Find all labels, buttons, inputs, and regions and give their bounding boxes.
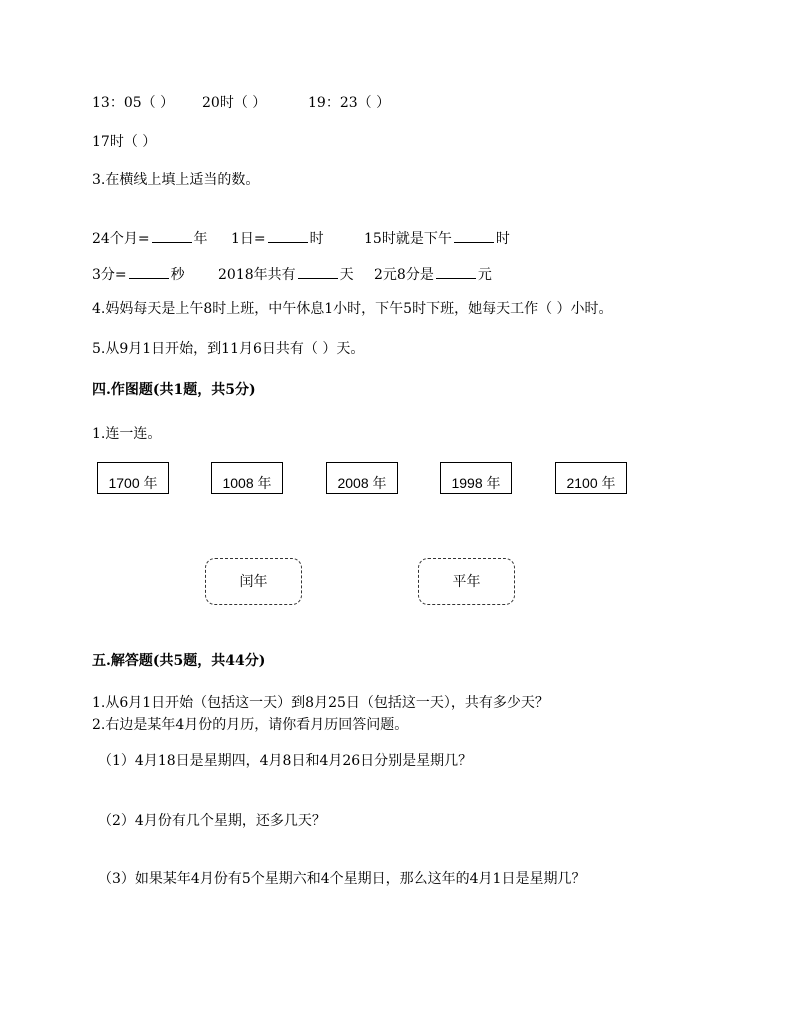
year-box[interactable]: 2008 年 xyxy=(326,462,398,494)
section-5-question-1: 1.从6月1日开始（包括这一天）到8月25日（包括这一天），共有多少天？ xyxy=(92,695,549,711)
year-box[interactable]: 1700 年 xyxy=(97,462,169,494)
year-box[interactable]: 1998 年 xyxy=(440,462,512,494)
fill-item: 1日= 时 xyxy=(231,228,324,248)
common-year-box[interactable]: 平年 xyxy=(418,558,515,605)
fill-item: 15时就是下午 时 xyxy=(364,228,510,248)
fill-blank[interactable] xyxy=(129,264,169,279)
section-5-question-2: 2.右边是某年4月份的月历，请你看月历回答问题。 xyxy=(92,717,409,733)
leap-year-box[interactable]: 闰年 xyxy=(205,558,302,605)
section-5-heading: 五.解答题(共5题，共44分) xyxy=(92,653,266,669)
time-item-1: 13：05（ ） xyxy=(92,95,175,111)
section-4-heading: 四.作图题(共1题，共5分) xyxy=(92,382,256,398)
question-5: 5.从9月1日开始，到11月6日共有（ ）天。 xyxy=(92,341,365,357)
fill-item: 2元8分是 元 xyxy=(374,264,492,284)
fill-blank[interactable] xyxy=(454,228,494,243)
year-box[interactable]: 2100 年 xyxy=(555,462,627,494)
fill-item: 3分= 秒 xyxy=(92,264,185,284)
fill-blank[interactable] xyxy=(152,228,192,243)
section-4-question-1: 1.连一连。 xyxy=(92,426,162,442)
fill-item: 2018年共有 天 xyxy=(218,264,354,284)
fill-item: 24个月= 年 xyxy=(92,228,208,248)
fill-blank[interactable] xyxy=(298,264,338,279)
question-4: 4.妈妈每天是上午8时上班，中午休息1小时，下午5时下班，她每天工作（ ）小时。 xyxy=(92,301,613,317)
year-box[interactable]: 1008 年 xyxy=(211,462,283,494)
sub-question-1: （1）4月18日是星期四，4月8日和4月26日分别是星期几？ xyxy=(98,753,473,769)
fill-blank[interactable] xyxy=(268,228,308,243)
fill-blank[interactable] xyxy=(436,264,476,279)
time-item-3: 19：23（ ） xyxy=(308,95,391,111)
time-item-2: 20时（ ） xyxy=(202,95,267,111)
time-item-4: 17时（ ） xyxy=(92,134,157,150)
question-3-title: 3.在横线上填上适当的数。 xyxy=(92,172,260,188)
sub-question-2: （2）4月份有几个星期，还多几天？ xyxy=(98,813,326,829)
sub-question-3: （3）如果某年4月份有5个星期六和4个星期日，那么这年的4月1日是星期几？ xyxy=(98,871,586,887)
